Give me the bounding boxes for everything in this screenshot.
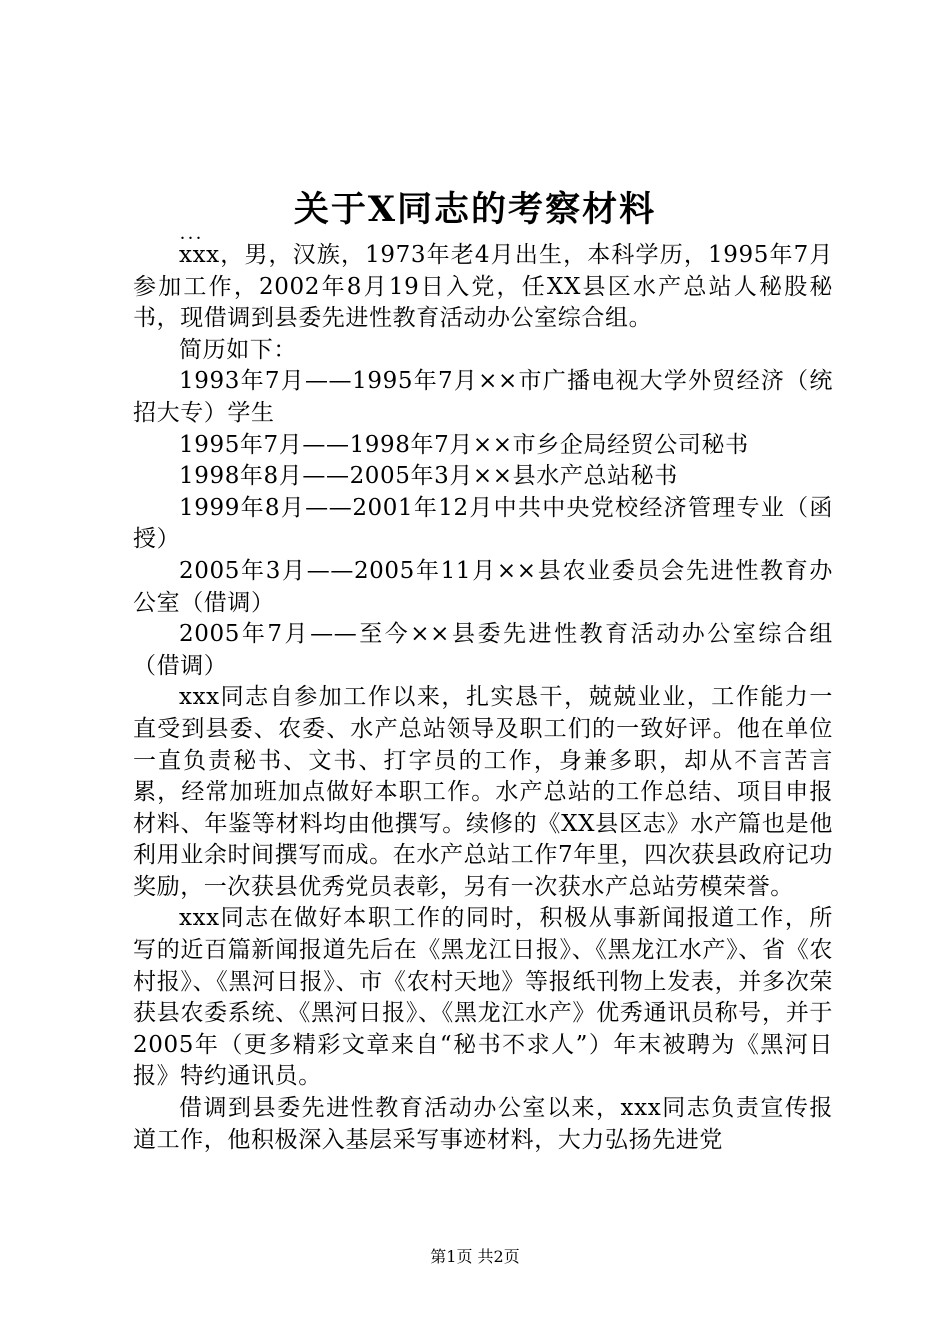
document-body [133,240,833,1156]
resume-entry: 2005年3月——2005年11月××县农业委员会先进性教育办公室（借调） [133,557,833,616]
resume-entry: 1998年8月——2005年3月××县水产总站秘书 [179,463,678,490]
paragraph-resume-heading: 简历如下： [179,336,297,363]
paragraph-secondment: 借调到县委先进性教育活动办公室以来，xxx同志负责宣传报道工作，他积极深入基层采写事迹材料，大力弘扬先进党 [133,1095,833,1153]
paragraph-intro: xxx，男，汉族，1973年老4月出生，本科学历，1995年7月参加工作，2002年8月19日入党，任XX县区水产总站人秘股秘书，现借调到县委先进性教育活动办公室综合组。 [133,242,833,332]
resume-entry: 1993年7月——1995年7月××市广播电视大学外贸经济（统招大专）学生 [133,368,833,426]
resume-entry: 2005年7月——至今××县委先进性教育活动办公室综合组（借调） [133,621,833,679]
paragraph-work-performance: xxx同志自参加工作以来，扎实恳干，兢兢业业，工作能力一直受到县委、农委、水产总站领导及职工们的一致好评。他在单位一直负责秘书、文书、打字员的工作，身兼多职，却从不言苦言累，经常加班加点做好本职工作。水产总站的工作总结、项目申报材料、年鉴等材料均由他撰写。续修的《XX县区志》水产篇也是他利用业余时间撰写而成。在水产总站工作7年里，四次获县政府记功奖励，一次获县优秀党员表彰，另有一次获水产总站劳模荣誉。 [133,684,833,900]
page-footer: 第1页 共2页 [430,1247,520,1266]
resume-entry: 1999年8月——2001年12月中共中央党校经济管理专业（函授） [133,494,833,553]
paragraph-news-reporting: xxx同志在做好本职工作的同时，积极从事新闻报道工作，所写的近百篇新闻报道先后在《黑龙江日报》、《黑龙江水产》、省《农村报》、《黑河日报》、市《农村天地》等报纸刊物上发表，并多次荣获县农委系统、《黑河日报》、《黑龙江水产》优秀通讯员称号，并于2005年（更多精彩文章来自“秘书不求人”）年末被聘为《黑河日报》特约通讯员。 [133,905,833,1090]
ellipsis-marker: ... [180,222,204,244]
document-title: 关于X同志的考察材料 [293,189,657,230]
resume-entry: 1995年7月——1998年7月××市乡企局经贸公司秘书 [179,431,749,458]
